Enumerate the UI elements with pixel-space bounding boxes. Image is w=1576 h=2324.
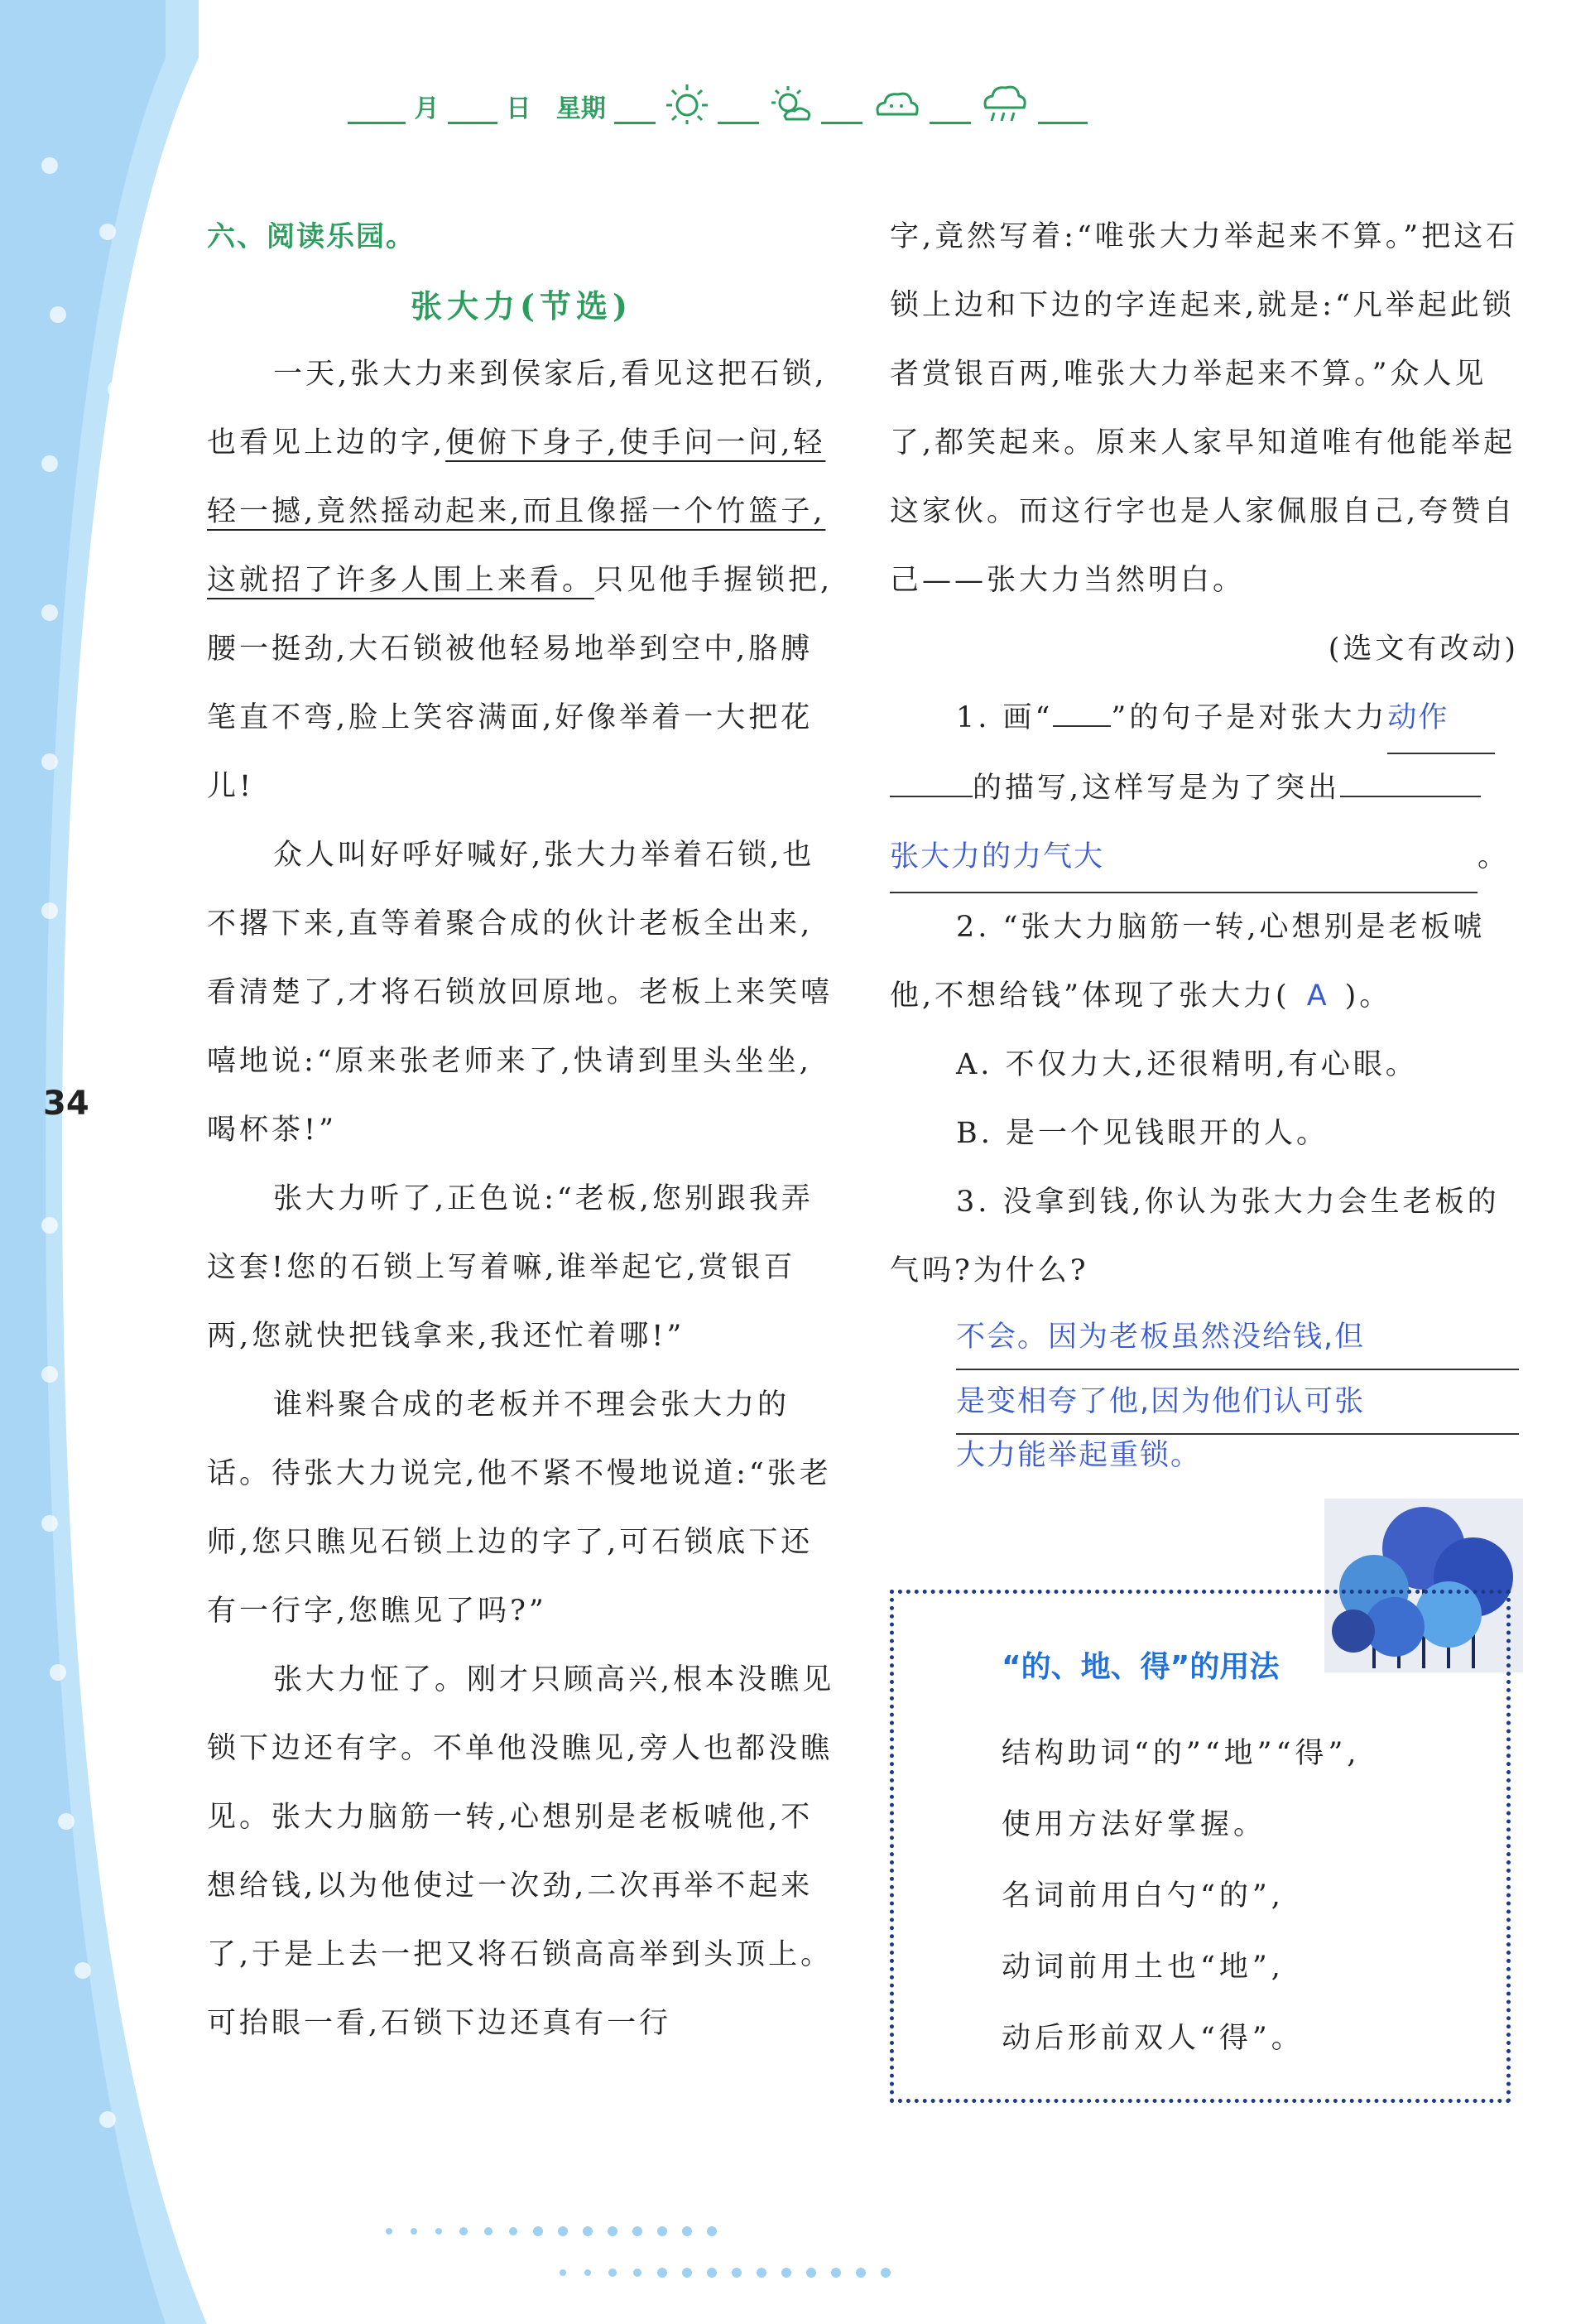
partly-sunny-icon bbox=[768, 83, 813, 124]
p1-underlined-sentence-end: 这就招了许多人围上来看。 bbox=[207, 564, 595, 597]
tip-line: 名词前用白勺“的”, bbox=[1002, 1879, 1285, 1913]
date-weather-header bbox=[348, 83, 1093, 132]
q1-part-c: 的描写,这样写是为了突出 bbox=[973, 772, 1341, 805]
sunny-icon bbox=[665, 83, 709, 124]
weather-blank-1 bbox=[718, 97, 759, 124]
story-paragraph-3: 张大力听了,正色说:“老板,您别跟我弄这套!您的石锁上写着嘛,谁举起它,赏银百两,您就快把钱拿来,我还忙着哪!” bbox=[207, 1182, 814, 1353]
tip-title: “的、地、得”的用法 bbox=[1002, 1650, 1280, 1684]
p1-intro: 一天,张大力来到侯家后,看见这把石锁,也看见上边的字, bbox=[207, 358, 828, 460]
p1-rest: 只见他手握锁把,腰一挺劲,大石锁被他轻易地举到空中,胳膊笔直不弯,脸上笑容满面,好像举着一大把花儿! bbox=[207, 564, 834, 803]
left-column bbox=[207, 203, 836, 2058]
usage-tip-box bbox=[890, 1590, 1511, 2103]
story-title: 张大力(节选) bbox=[411, 287, 632, 325]
q1-answer-2[interactable]: 张大力的力气大 bbox=[890, 823, 1478, 893]
story-paragraph-5-continued: 字,竟然写着:“唯张大力举起来不算。”把这石锁上边和下边的字连起来,就是:“凡举起此锁者赏银百两,唯张大力举起来不算。”众人见了,都笑起来。原来人家早知道唯有他能举起这家伙。而这行字也是人家佩服自己,夸赞自己——张大力当然明白。 bbox=[890, 220, 1519, 597]
p1-underlined-sentence: 便俯下身子,使手问一问,轻轻一撼,竟然摇动起来,而且像摇一个竹篮子, bbox=[207, 426, 826, 528]
q3-answer-2[interactable]: 是变相夸了他,因为他们认可张 bbox=[956, 1370, 1519, 1435]
q1-blank bbox=[890, 796, 973, 797]
q2-option-a: A. 不仅力大,还很精明,有心眼。 bbox=[956, 1048, 1418, 1081]
story-paragraph-1 bbox=[207, 340, 836, 821]
source-note: (选文有改动) bbox=[1328, 633, 1519, 666]
q1-underline-sample bbox=[1053, 725, 1111, 727]
q1-blank-2 bbox=[1340, 796, 1481, 797]
story-paragraph-2: 众人叫好呼好喊好,张大力举着石锁,也不撂下来,直等着聚合成的伙计老板全出来,看清楚了,才将石锁放回原地。老板上来笑嘻嘻地说:“原来张老师来了,快请到里头坐坐,喝杯茶!” bbox=[207, 839, 834, 1147]
q2-answer[interactable]: A bbox=[1306, 979, 1329, 1013]
paw-pattern-band bbox=[0, 0, 215, 2324]
tip-line: 动词前用土也“地”, bbox=[1002, 1951, 1285, 1984]
tip-line: 结构助词“的”“地”“得”, bbox=[1002, 1737, 1361, 1770]
q3-answer-3[interactable]: 大力能举起重锁。 bbox=[956, 1439, 1202, 1472]
question-2 bbox=[890, 893, 1519, 1031]
day-blank bbox=[448, 97, 497, 124]
story-paragraph-4: 谁料聚合成的老板并不理会张大力的话。待张大力说完,他不紧不慢地说道:“张老师,您只瞧见石锁上边的字了,可石锁底下还有一行字,您瞧见了吗?” bbox=[207, 1388, 832, 1628]
question-1 bbox=[890, 684, 1519, 893]
q2-end: )。 bbox=[1344, 979, 1392, 1013]
story-paragraph-5: 张大力怔了。刚才只顾高兴,根本没瞧见锁下边还有字。不单他没瞧见,旁人也都没瞧见。张大力脑筋一转,心想别是老板唬他,不想给钱,以为他使过一次劲,二次再举不起来了,于是上去一把又将石锁高高举到头顶上。可抬眼一看,石锁下边还真有一行 bbox=[207, 1663, 835, 2040]
page-number: 34 bbox=[43, 1085, 89, 1123]
rainy-icon bbox=[979, 83, 1029, 124]
q1-part-b: ”的句子是对张大力 bbox=[1111, 701, 1388, 734]
q2-option-b: B. 是一个见钱眼开的人。 bbox=[956, 1117, 1329, 1150]
weather-blank-2 bbox=[821, 97, 862, 124]
right-column bbox=[890, 203, 1519, 1476]
q3-answer-lines bbox=[956, 1306, 1519, 1476]
weekday-blank bbox=[614, 97, 656, 124]
month-label: 月 bbox=[414, 94, 440, 123]
day-label: 日 bbox=[506, 94, 531, 123]
tip-line: 使用方法好掌握。 bbox=[1002, 1808, 1267, 1841]
weather-blank-4 bbox=[1038, 97, 1088, 124]
question-3: 3. 没拿到钱,你认为张大力会生老板的气吗?为什么? bbox=[890, 1186, 1500, 1287]
cloudy-icon bbox=[872, 83, 921, 124]
weather-blank-3 bbox=[930, 97, 971, 124]
tip-lines bbox=[1002, 1718, 1361, 2074]
q1-end: 。 bbox=[1478, 840, 1511, 873]
weekday-label: 星期 bbox=[555, 94, 606, 123]
month-blank bbox=[348, 97, 406, 124]
q2-text: 2. “张大力脑筋一转,心想别是老板唬他,不想给钱”体现了张大力( bbox=[890, 911, 1486, 1013]
tip-line: 动后形前双人“得”。 bbox=[1002, 2022, 1305, 2055]
q3-answer-1[interactable]: 不会。因为老板虽然没给钱,但 bbox=[956, 1306, 1519, 1370]
q1-answer-1[interactable]: 动作 bbox=[1387, 684, 1495, 754]
left-decorative-band bbox=[0, 0, 215, 2324]
section-title: 六、阅读乐园。 bbox=[207, 220, 416, 253]
bottom-dots-decoration bbox=[372, 2219, 952, 2285]
q1-part-a: 1. 画“ bbox=[956, 701, 1054, 734]
